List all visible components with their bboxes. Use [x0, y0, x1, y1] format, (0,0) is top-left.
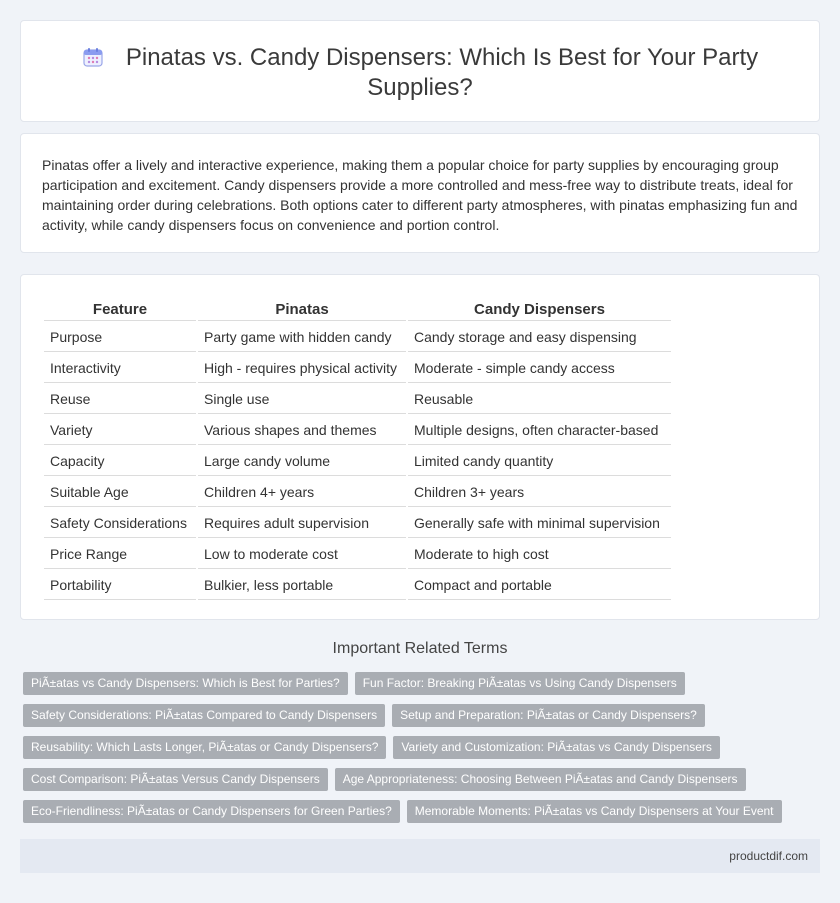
cell-candy-dispensers: Children 3+ years: [408, 478, 671, 507]
cell-candy-dispensers: Reusable: [408, 385, 671, 414]
comparison-card: [20, 274, 820, 620]
related-terms-title: Important Related Terms: [332, 640, 508, 657]
header-candy-dispensers: Candy Dispensers: [408, 297, 671, 321]
cell-feature: Variety: [44, 416, 196, 445]
cell-pinatas: High - requires physical activity: [198, 354, 406, 383]
tag-row: [23, 768, 813, 791]
footer: [20, 839, 820, 873]
related-term-tag[interactable]: Cost Comparison: PiÃ±atas Versus Candy Dispensers: [23, 768, 328, 791]
cell-pinatas: Children 4+ years: [198, 478, 406, 507]
related-term-tag[interactable]: Variety and Customization: PiÃ±atas vs Candy Dispensers: [393, 736, 720, 759]
cell-pinatas: Low to moderate cost: [198, 540, 406, 569]
table-row: [44, 385, 671, 414]
related-term-tag[interactable]: Safety Considerations: PiÃ±atas Compared to Candy Dispensers: [23, 704, 385, 727]
cell-pinatas: Various shapes and themes: [198, 416, 406, 445]
table-row: [44, 323, 671, 352]
cell-pinatas: Party game with hidden candy: [198, 323, 406, 352]
table-row: [44, 571, 671, 600]
cell-feature: Purpose: [44, 323, 196, 352]
table-row: [44, 447, 671, 476]
header-card: [20, 20, 820, 122]
page-title-wrap: [81, 43, 759, 103]
header-pinatas: Pinatas: [198, 297, 406, 321]
calendar-icon: [82, 46, 104, 68]
cell-candy-dispensers: Generally safe with minimal supervision: [408, 509, 671, 538]
table-header-row: [44, 297, 671, 321]
tag-row: [23, 672, 813, 695]
related-term-tag[interactable]: PiÃ±atas vs Candy Dispensers: Which is Best for Parties?: [23, 672, 348, 695]
cell-candy-dispensers: Compact and portable: [408, 571, 671, 600]
table-row: [44, 354, 671, 383]
related-term-tag[interactable]: Fun Factor: Breaking PiÃ±atas vs Using Candy Dispensers: [355, 672, 685, 695]
cell-feature: Portability: [44, 571, 196, 600]
cell-candy-dispensers: Moderate - simple candy access: [408, 354, 671, 383]
cell-candy-dispensers: Moderate to high cost: [408, 540, 671, 569]
cell-feature: Interactivity: [44, 354, 196, 383]
related-terms-list: [23, 672, 813, 832]
cell-feature: Reuse: [44, 385, 196, 414]
table-row: [44, 478, 671, 507]
related-term-tag[interactable]: Eco-Friendliness: PiÃ±atas or Candy Dispensers for Green Parties?: [23, 800, 400, 823]
intro-paragraph: Pinatas offer a lively and interactive experience, making them a popular choice for party supplies by encouraging group participation and excitement. Candy dispensers provide a more controlled and mess-free way to distribute treats, ideal for maintaining order during celebrations. Both options cater to different party atmospheres, with pinatas emphasizing fun and activity, while candy dispensers focus on convenience and portion control.: [42, 157, 798, 233]
related-term-tag[interactable]: Setup and Preparation: PiÃ±atas or Candy Dispensers?: [392, 704, 705, 727]
cell-pinatas: Large candy volume: [198, 447, 406, 476]
table-row: [44, 540, 671, 569]
cell-feature: Price Range: [44, 540, 196, 569]
cell-feature: Capacity: [44, 447, 196, 476]
related-term-tag[interactable]: Memorable Moments: PiÃ±atas vs Candy Dispensers at Your Event: [407, 800, 782, 823]
cell-pinatas: Single use: [198, 385, 406, 414]
related-term-tag[interactable]: Age Appropriateness: Choosing Between PiÃ±atas and Candy Dispensers: [335, 768, 746, 791]
cell-feature: Suitable Age: [44, 478, 196, 507]
cell-pinatas: Bulkier, less portable: [198, 571, 406, 600]
tag-row: [23, 704, 813, 727]
related-term-tag[interactable]: Reusability: Which Lasts Longer, PiÃ±atas or Candy Dispensers?: [23, 736, 386, 759]
intro-card: [20, 133, 820, 253]
cell-candy-dispensers: Multiple designs, often character-based: [408, 416, 671, 445]
cell-candy-dispensers: Limited candy quantity: [408, 447, 671, 476]
header-feature: Feature: [44, 297, 196, 321]
tag-row: [23, 800, 813, 823]
table-row: [44, 416, 671, 445]
cell-candy-dispensers: Candy storage and easy dispensing: [408, 323, 671, 352]
footer-site[interactable]: productdif.com: [729, 849, 808, 863]
cell-pinatas: Requires adult supervision: [198, 509, 406, 538]
comparison-table: [42, 295, 673, 602]
tag-row: [23, 736, 813, 759]
page-title: Pinatas vs. Candy Dispensers: Which Is Best for Your Party Supplies?: [125, 44, 759, 101]
cell-feature: Safety Considerations: [44, 509, 196, 538]
table-row: [44, 509, 671, 538]
